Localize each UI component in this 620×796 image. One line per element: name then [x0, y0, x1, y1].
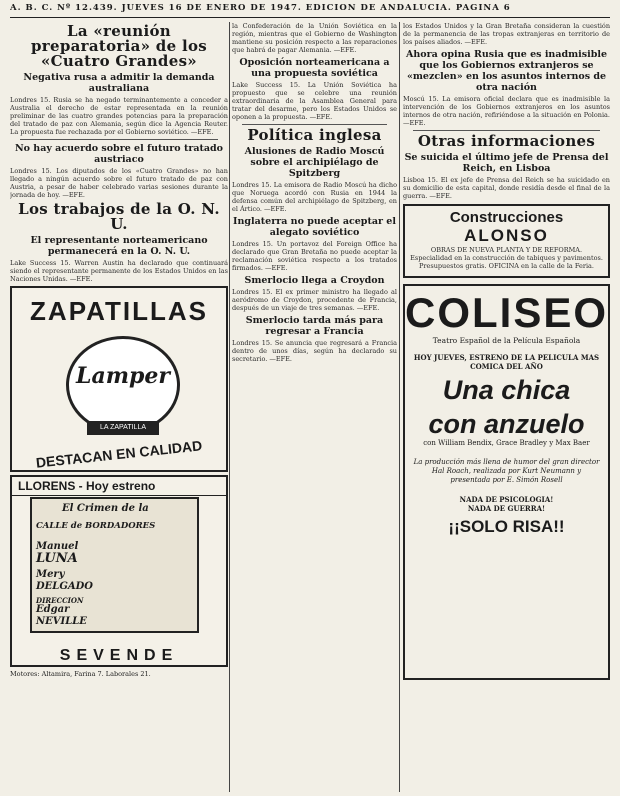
advert-zapatillas	[10, 286, 228, 472]
film-poster	[30, 497, 199, 633]
subhead-inglaterra: Inglaterra no puede aceptar el alegato soviético	[233, 216, 396, 238]
advert-footer: SEVENDE	[59, 647, 179, 664]
subhead-negativa-rusa: Negativa rusa a admitir la demanda australiana	[23, 72, 215, 94]
advert-brand: ALONSO	[464, 226, 549, 245]
advert-title: Construcciones	[449, 209, 564, 226]
article-body: Londres 15. Un portavoz del Foreign Office ha declarado que Gran Bretaña no puede aceptar la reclamación soviética respecto a los tratados firmados. —EFE.	[232, 240, 397, 272]
advert-coliseo	[403, 284, 610, 680]
advert-body: OBRAS DE NUEVA PLANTA Y DE REFORMA. Especialidad en la construcción de tabiques y pavimentos. Presupuestos gratis. OFICINA en la calle de la Feria.	[410, 246, 603, 270]
advert-heading: LLORENS - Hoy estreno	[12, 477, 226, 496]
subhead-tratado-austriaco: No hay acuerdo sobre el futuro tratado austriaco	[14, 143, 224, 165]
brand-name: Lamper	[76, 363, 170, 389]
article-body: Lake Success 15. Warren Austin ha declarado que continuará siendo el representante permanente de los Estados Unidos en las Naciones Unidas. —EFE.	[10, 259, 228, 283]
classified-line: Motores: Altamira, Farina 7. Laborales 21.	[10, 670, 151, 678]
divider	[242, 124, 387, 125]
advert-llorens	[10, 475, 228, 667]
note-psicologia: NADA DE PSICOLOGIA!	[459, 495, 554, 504]
article-body: Londres 15. Los diputados de los «Cuatro Grandes» no han llegado a ningún acuerdo sobre el futuro tratado de paz con Austria, a pesar de haber celebrado varias sesiones durante la jornada de hoy. —EFE.	[10, 167, 228, 199]
film-title-line1: Una chica	[442, 375, 571, 405]
column-middle	[232, 22, 397, 792]
poster-text: CALLE de BORDADORES	[36, 521, 156, 531]
premiere-lead: HOY JUEVES, ESTRENO DE LA PELICULA MAS COMICA DEL AÑO	[413, 353, 600, 371]
headline-onu: Los trabajos de la O. N. U.	[18, 200, 220, 233]
cinema-subtitle: Teatro Español de la Película Española	[432, 336, 581, 345]
subhead-representante: El representante norteamericano permanecerá en la O. N. U.	[30, 235, 208, 257]
divider	[20, 139, 218, 140]
article-body: Londres 15. Rusia se ha negado terminantemente a conceder a Australia el derecho de estar representada en la reunión preliminar de las cuatro grandes potencias para la preparación del tratado de paz con Alemania, según dice la Agencia Reuter. La propuesta fue rechazada por el Gobierno soviético. —EFE.	[10, 96, 228, 136]
column-right	[403, 22, 610, 792]
subhead-oposicion: Oposición norteamericana a una propuesta soviética	[239, 57, 390, 79]
poster-text: Edgar	[36, 604, 70, 615]
subhead-francia: Smerlocio tarda más para regresar a Francia	[245, 315, 384, 337]
subhead-radio-moscu: Alusiones de Radio Moscú sobre el archipiélago de Spitzberg	[244, 146, 385, 179]
call-to-action: ¡¡SOLO RISA!!	[448, 517, 565, 536]
advert-title: ZAPATILLAS	[30, 296, 208, 326]
headline-otras-informaciones: Otras informaciones	[417, 132, 596, 150]
subhead-croydon: Smerlocio llega a Croydon	[244, 275, 385, 286]
poster-text: DELGADO	[36, 581, 94, 592]
article-body: los Estados Unidos y la Gran Bretaña consideran la cuestión de la permanencia de las tropas extranjeras en territorio de los países aliados. —EFE.	[403, 22, 610, 46]
column-rule	[399, 22, 400, 792]
advert-construcciones	[403, 204, 610, 278]
article-body: Lisboa 15. El ex jefe de Prensa del Reich se ha suicidado en su domicilio de esta capital, donde residía desde el final de la guerra. —EFE.	[403, 176, 610, 200]
brand-ribbon: LA ZAPATILLA	[87, 421, 159, 435]
advert-slogan: DESTACAN EN CALIDAD	[35, 437, 203, 471]
headline-cuatro-grandes: La «reunión preparatoria» de los «Cuatro Grandes»	[30, 22, 208, 70]
article-body: la Confederación de la Unión Soviética en la región, mientras que el Gobierno de Washington mantiene su posición respecto a las reparaciones que habrá de pagar Alemania. —EFE.	[232, 22, 397, 54]
poster-text: Mery	[36, 569, 65, 580]
article-body: Londres 15. Se anuncia que regresará a Francia dentro de unos días, según ha declarado su secretario. —EFE.	[232, 339, 397, 363]
poster-text: Manuel	[36, 541, 79, 552]
poster-text: NEVILLE	[36, 616, 87, 627]
note-guerra: NADA DE GUERRA!	[467, 504, 546, 513]
film-title-line2: con anzuelo	[428, 409, 585, 439]
subhead-suicida: Se suicida el último jefe de Prensa del Reich, en Lisboa	[404, 152, 609, 174]
film-credits: La producción más llena de humor del gran director Hal Roach, realizada por Kurt Neumann y presentada por E. Simón Rosell	[413, 458, 600, 484]
poster-text: LUNA	[36, 551, 78, 566]
poster-text: DIRECCION	[36, 596, 84, 605]
subhead-rusia-inadmisible: Ahora opina Rusia que es inadmisible que los Gobiernos extranjeros se «mezclen» en los asuntos internos de otra nación	[405, 49, 608, 93]
column-left	[10, 22, 228, 792]
poster-text: El Crimen de la	[62, 503, 149, 514]
article-body: Londres 15. La emisora de Radio Moscú ha dicho que Noruega acordó con Rusia en 1944 la defensa común del archipiélago de Spitzberg, en el Ártico. —EFE.	[232, 181, 397, 213]
column-rule	[229, 22, 230, 792]
headline-politica-inglesa: Política inglesa	[247, 126, 382, 144]
cinema-name: COLISEO	[405, 289, 609, 336]
article-body: Moscú 15. La emisora oficial declara que es inadmisible la intervención de los Gobiernos extranjeros en los asuntos internos de otra nación, refiriéndose a la situación en Polonia. —EFE.	[403, 95, 610, 127]
divider	[413, 130, 600, 131]
article-body: Lake Success 15. La Unión Soviética ha propuesto que se celebre una reunión extraordinaria de la Asamblea General para tratar del desarme, pero los Estados Unidos se oponen a la propuesta. —EFE.	[232, 81, 397, 121]
film-cast: con William Bendix, Grace Bradley y Max Baer	[423, 439, 590, 447]
article-body: Londres 15. El ex primer ministro ha llegado al aeródromo de Croydon, procedente de Francia, después de un viaje de tres semanas. —EFE.	[232, 288, 397, 312]
brand-logo	[66, 336, 180, 434]
masthead: A. B. C. Nº 12.439. JUEVES 16 DE ENERO DE 1947. EDICION DE ANDALUCIA. PAGINA 6	[10, 3, 610, 18]
